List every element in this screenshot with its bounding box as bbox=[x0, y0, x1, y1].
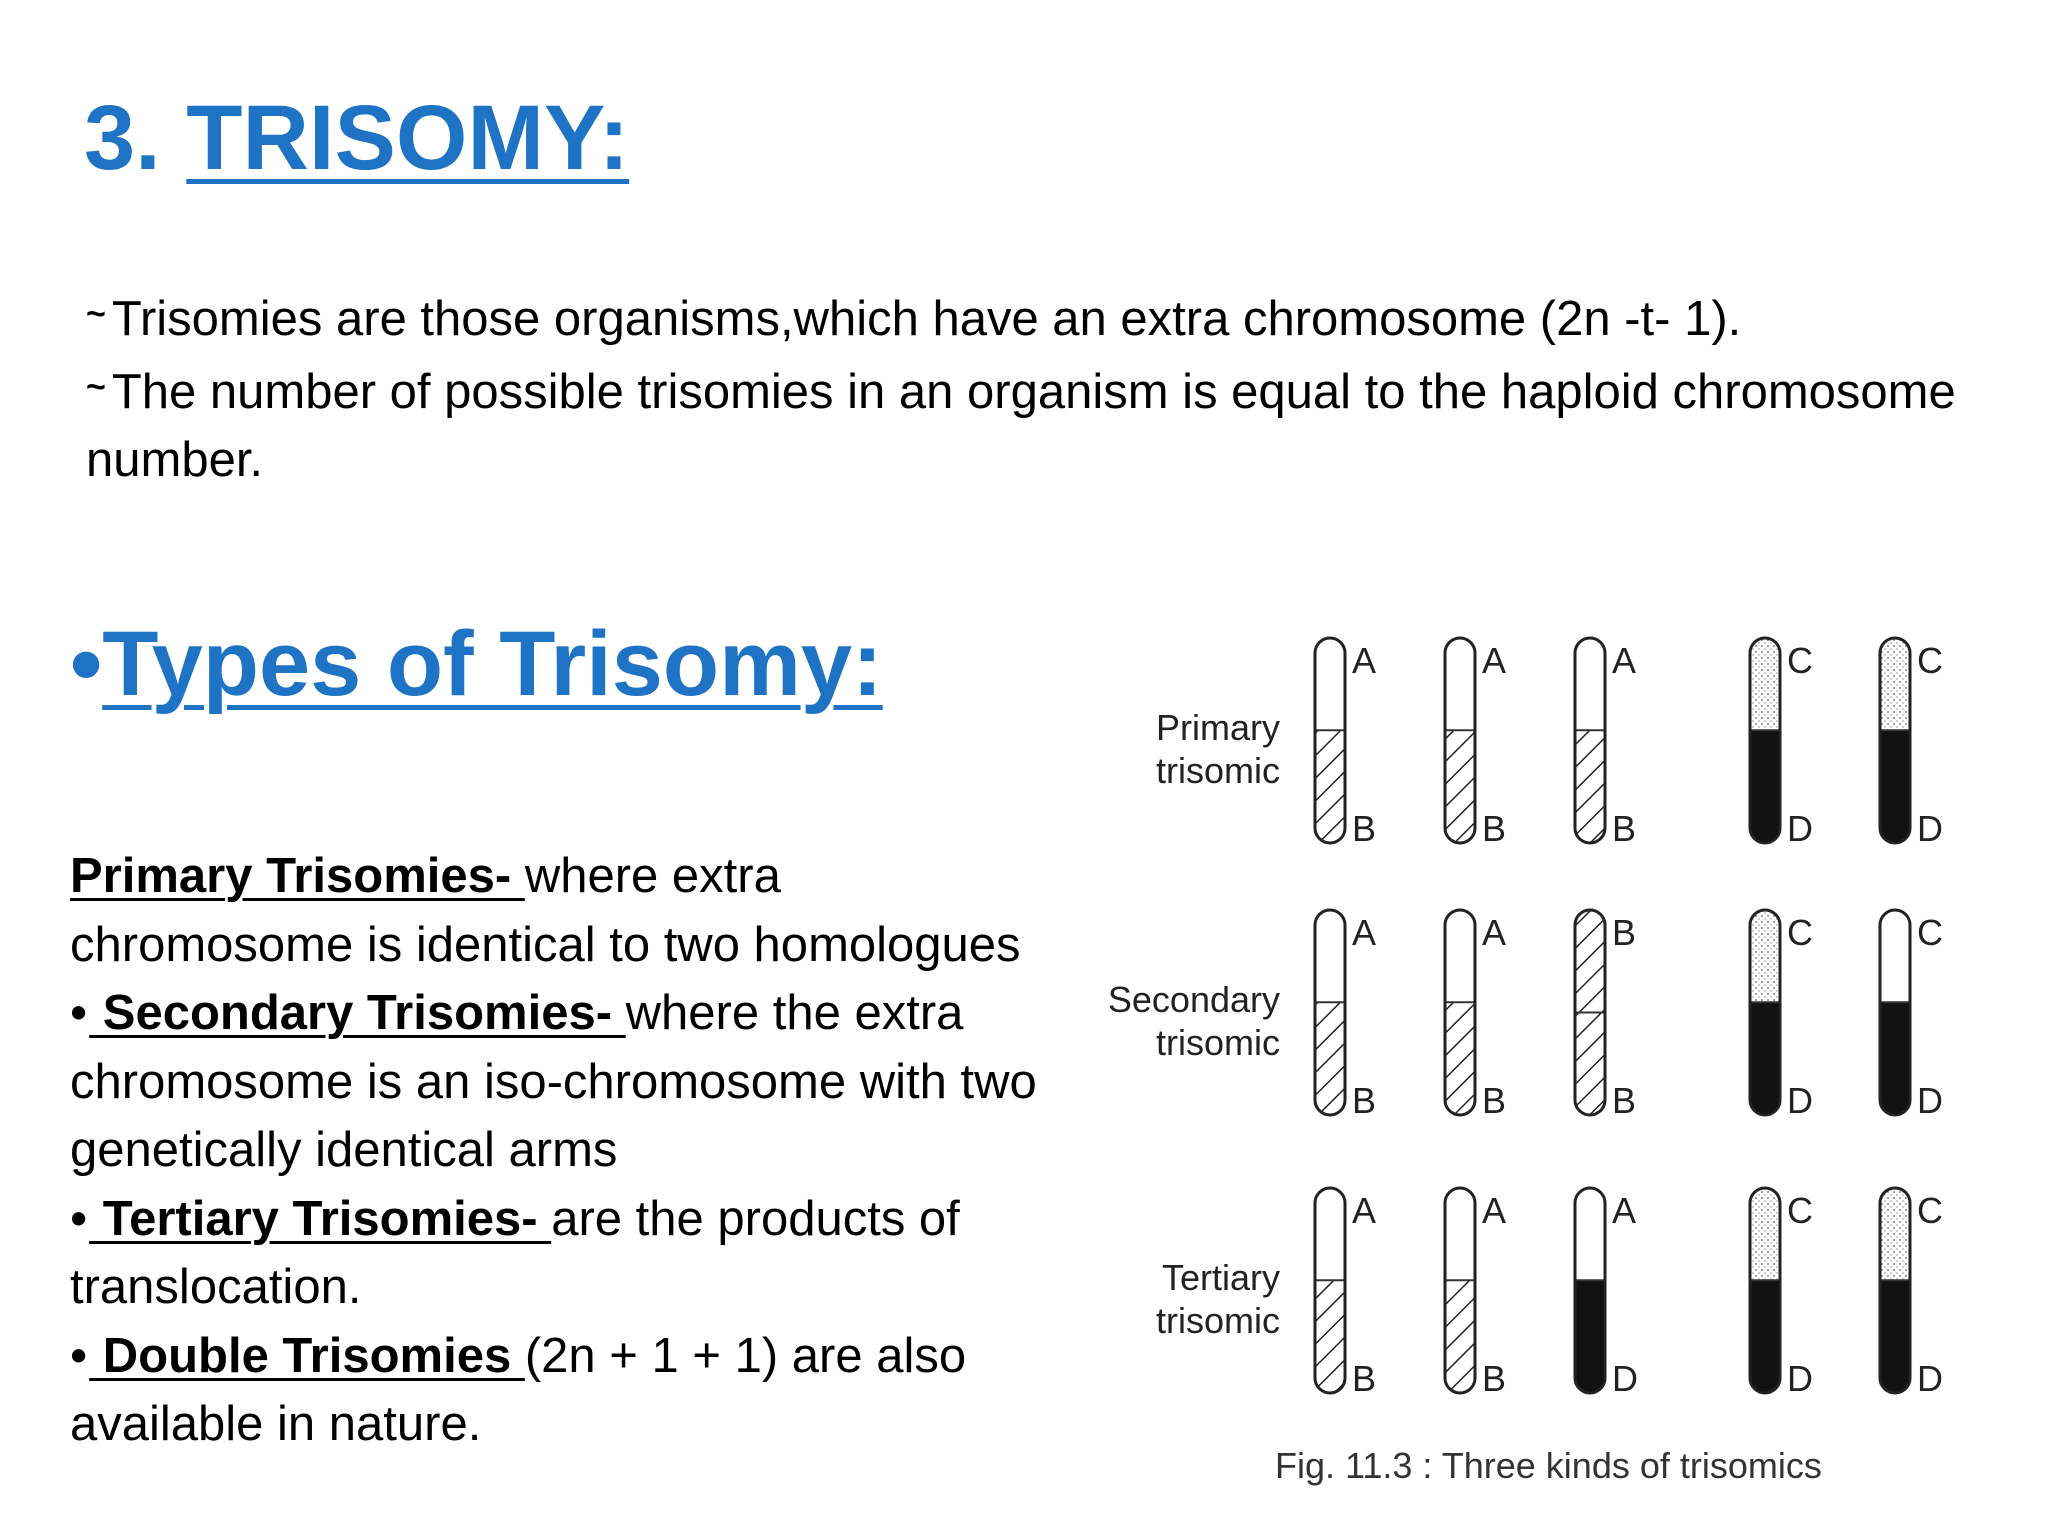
list-bullet: • bbox=[70, 1191, 88, 1246]
intro-line-1: Trisomies are those organisms,which have an extra chromosome (2n -t- 1). bbox=[111, 292, 1742, 346]
chromosome-top-label: B bbox=[1612, 912, 1637, 953]
chromosome-upper-arm bbox=[1315, 910, 1345, 1002]
row-label-line2: trisomic bbox=[1156, 1300, 1280, 1341]
chromosome-top-label: A bbox=[1482, 1190, 1507, 1231]
chromosome-bottom-label: B bbox=[1352, 1358, 1377, 1399]
chromosome-lower-arm bbox=[1315, 1002, 1345, 1115]
intro-line bbox=[86, 353, 1986, 494]
chromosome-upper-arm bbox=[1575, 1188, 1605, 1280]
type-desc: where extra chromosome is identical to two homologues bbox=[70, 849, 1021, 972]
type-desc: are the products of translocation. bbox=[70, 1191, 960, 1314]
intro-text bbox=[86, 280, 1986, 494]
chromosome-bottom-label: B bbox=[1352, 1080, 1377, 1121]
figure-row bbox=[1156, 1188, 1943, 1399]
chromosome-lower-arm bbox=[1445, 1002, 1475, 1115]
list-bullet: • bbox=[70, 986, 88, 1040]
type-item-secondary bbox=[70, 979, 1050, 1185]
chromosome-lower-arm bbox=[1750, 1280, 1780, 1393]
chromosome-bottom-label: B bbox=[1482, 808, 1507, 849]
chromosome-top-label: C bbox=[1917, 640, 1943, 681]
chromosome-lower-arm bbox=[1445, 1280, 1475, 1393]
chromosome-upper-arm bbox=[1880, 638, 1910, 730]
chromosome-upper-arm bbox=[1445, 638, 1475, 730]
chromosome-upper-arm bbox=[1315, 1188, 1345, 1280]
chromosome-bottom-label: D bbox=[1917, 808, 1943, 849]
chromosome-bottom-label: B bbox=[1612, 808, 1637, 849]
title-text: TRISOMY: bbox=[186, 87, 630, 189]
chromosome-top-label: A bbox=[1352, 1190, 1377, 1231]
intro-line bbox=[86, 280, 1986, 353]
chromosome-lower-arm bbox=[1575, 1280, 1605, 1393]
chromosome-lower-arm bbox=[1445, 730, 1475, 843]
row-label-line1: Secondary bbox=[1107, 979, 1280, 1020]
chromosome-top-label: A bbox=[1482, 912, 1507, 953]
chromosome-upper-arm bbox=[1315, 638, 1345, 730]
chromosome-upper-arm bbox=[1750, 638, 1780, 730]
type-item-tertiary bbox=[70, 1185, 1050, 1322]
chromosome-top-label: C bbox=[1787, 640, 1813, 681]
chromosome-upper-arm bbox=[1445, 1188, 1475, 1280]
types-heading bbox=[70, 613, 883, 715]
chromosome-bottom-label: D bbox=[1917, 1080, 1943, 1121]
trisomics-diagram bbox=[1100, 608, 1980, 1536]
type-item-primary bbox=[70, 842, 1050, 979]
chromosome-top-label: A bbox=[1612, 640, 1637, 681]
types-list bbox=[70, 842, 1050, 1459]
slide-title bbox=[84, 87, 630, 189]
type-term: Primary Trisomies- bbox=[70, 849, 525, 903]
trisomics-figure bbox=[1100, 608, 1980, 1536]
chromosome-top-label: A bbox=[1612, 1190, 1637, 1231]
chromosome-lower-arm bbox=[1575, 1013, 1605, 1116]
type-term: Double Trisomies bbox=[89, 1328, 525, 1383]
chromosome-top-label: A bbox=[1352, 912, 1377, 953]
chromosome-bottom-label: D bbox=[1917, 1358, 1943, 1399]
chromosome-bottom-label: B bbox=[1612, 1080, 1637, 1121]
chromosome-upper-arm bbox=[1750, 910, 1780, 1002]
chromosome-bottom-label: B bbox=[1482, 1358, 1507, 1399]
chromosome-lower-arm bbox=[1315, 1280, 1345, 1393]
row-label-line1: Primary bbox=[1156, 707, 1280, 748]
figure-caption: Fig. 11.3 : Three kinds of trisomics bbox=[1275, 1445, 1822, 1486]
heading-bullet: • bbox=[70, 613, 103, 715]
title-number: 3. bbox=[84, 87, 187, 189]
chromosome-top-label: A bbox=[1352, 640, 1377, 681]
chromosome-top-label: C bbox=[1787, 1190, 1813, 1231]
row-label-line2: trisomic bbox=[1156, 750, 1280, 791]
chromosome-top-label: C bbox=[1917, 912, 1943, 953]
chromosome-bottom-label: D bbox=[1787, 808, 1813, 849]
type-desc: (2n + 1 + 1) are also available in nature. bbox=[70, 1328, 967, 1451]
type-item-double bbox=[70, 1322, 1050, 1459]
row-label-line1: Tertiary bbox=[1161, 1257, 1280, 1298]
chromosome-lower-arm bbox=[1750, 1002, 1780, 1115]
row-label-line2: trisomic bbox=[1156, 1022, 1280, 1063]
chromosome-top-label: C bbox=[1787, 912, 1813, 953]
chromosome-lower-arm bbox=[1315, 730, 1345, 843]
chromosome-upper-arm bbox=[1880, 1188, 1910, 1280]
chromosome-bottom-label: B bbox=[1482, 1080, 1507, 1121]
chromosome-upper-arm bbox=[1880, 910, 1910, 1002]
chromosome-top-label: C bbox=[1917, 1190, 1943, 1231]
chromosome-upper-arm bbox=[1750, 1188, 1780, 1280]
type-term: Tertiary Trisomies- bbox=[89, 1191, 552, 1246]
chromosome-lower-arm bbox=[1575, 730, 1605, 843]
chromosome-top-label: A bbox=[1482, 640, 1507, 681]
intro-line-2: The number of possible trisomies in an organism is equal to the haploid chromosome number. bbox=[86, 365, 1956, 487]
chromosome-bottom-label: D bbox=[1787, 1080, 1813, 1121]
chromosome-upper-arm bbox=[1575, 638, 1605, 730]
tilde-bullet: ~ bbox=[86, 368, 106, 406]
figure-row bbox=[1108, 910, 1943, 1121]
tilde-bullet: ~ bbox=[86, 295, 106, 333]
list-bullet: • bbox=[70, 1328, 88, 1383]
chromosome-upper-arm bbox=[1575, 910, 1605, 1013]
types-heading-text: Types of Trisomy: bbox=[102, 613, 883, 715]
chromosome-bottom-label: D bbox=[1787, 1358, 1813, 1399]
type-desc: where the extra chromosome is an iso-chromosome with two genetically identical arms bbox=[70, 986, 1037, 1177]
chromosome-lower-arm bbox=[1750, 730, 1780, 843]
chromosome-lower-arm bbox=[1880, 730, 1910, 843]
chromosome-upper-arm bbox=[1445, 910, 1475, 1002]
chromosome-lower-arm bbox=[1880, 1280, 1910, 1393]
chromosome-bottom-label: B bbox=[1352, 808, 1377, 849]
type-term: Secondary Trisomies- bbox=[89, 986, 626, 1040]
figure-row bbox=[1156, 638, 1943, 849]
chromosome-bottom-label: D bbox=[1612, 1358, 1638, 1399]
chromosome-lower-arm bbox=[1880, 1002, 1910, 1115]
